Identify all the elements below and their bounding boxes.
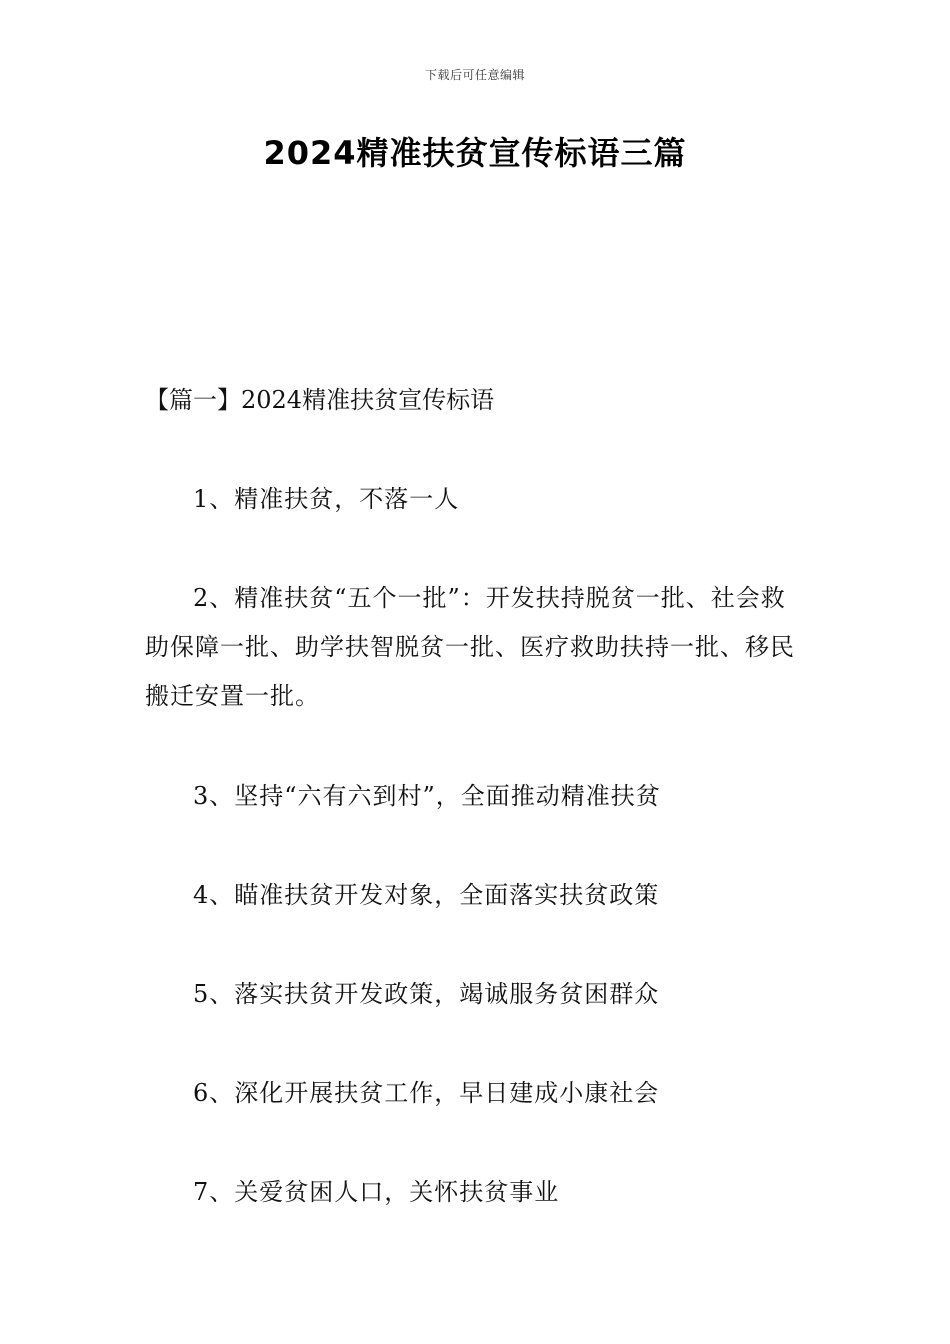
slogan-item: 5、落实扶贫开发政策，竭诚服务贫困群众: [193, 980, 660, 1008]
header-note: 下载后可任意编辑: [424, 68, 525, 82]
slogan-item: 1、精准扶贫，不落一人: [193, 485, 460, 513]
section-heading: 【篇一】2024精准扶贫宣传标语: [145, 386, 495, 414]
slogan-item: 7、关爱贫困人口，关怀扶贫事业: [193, 1178, 560, 1206]
slogan-item: 2、精准扶贫“五个一批”：开发扶持脱贫一批、社会救助保障一批、助学扶智脱贫一批、医疗救助扶持一批、移民搬迁安置一批。: [145, 584, 795, 710]
slogan-item: 6、深化开展扶贫工作，早日建成小康社会: [193, 1079, 660, 1107]
slogan-item: 4、瞄准扶贫开发对象，全面落实扶贫政策: [193, 881, 660, 909]
document-title: 2024精准扶贫宣传标语三篇: [263, 134, 687, 172]
slogan-item: 3、坚持“六有六到村”，全面推动精准扶贫: [193, 782, 661, 810]
